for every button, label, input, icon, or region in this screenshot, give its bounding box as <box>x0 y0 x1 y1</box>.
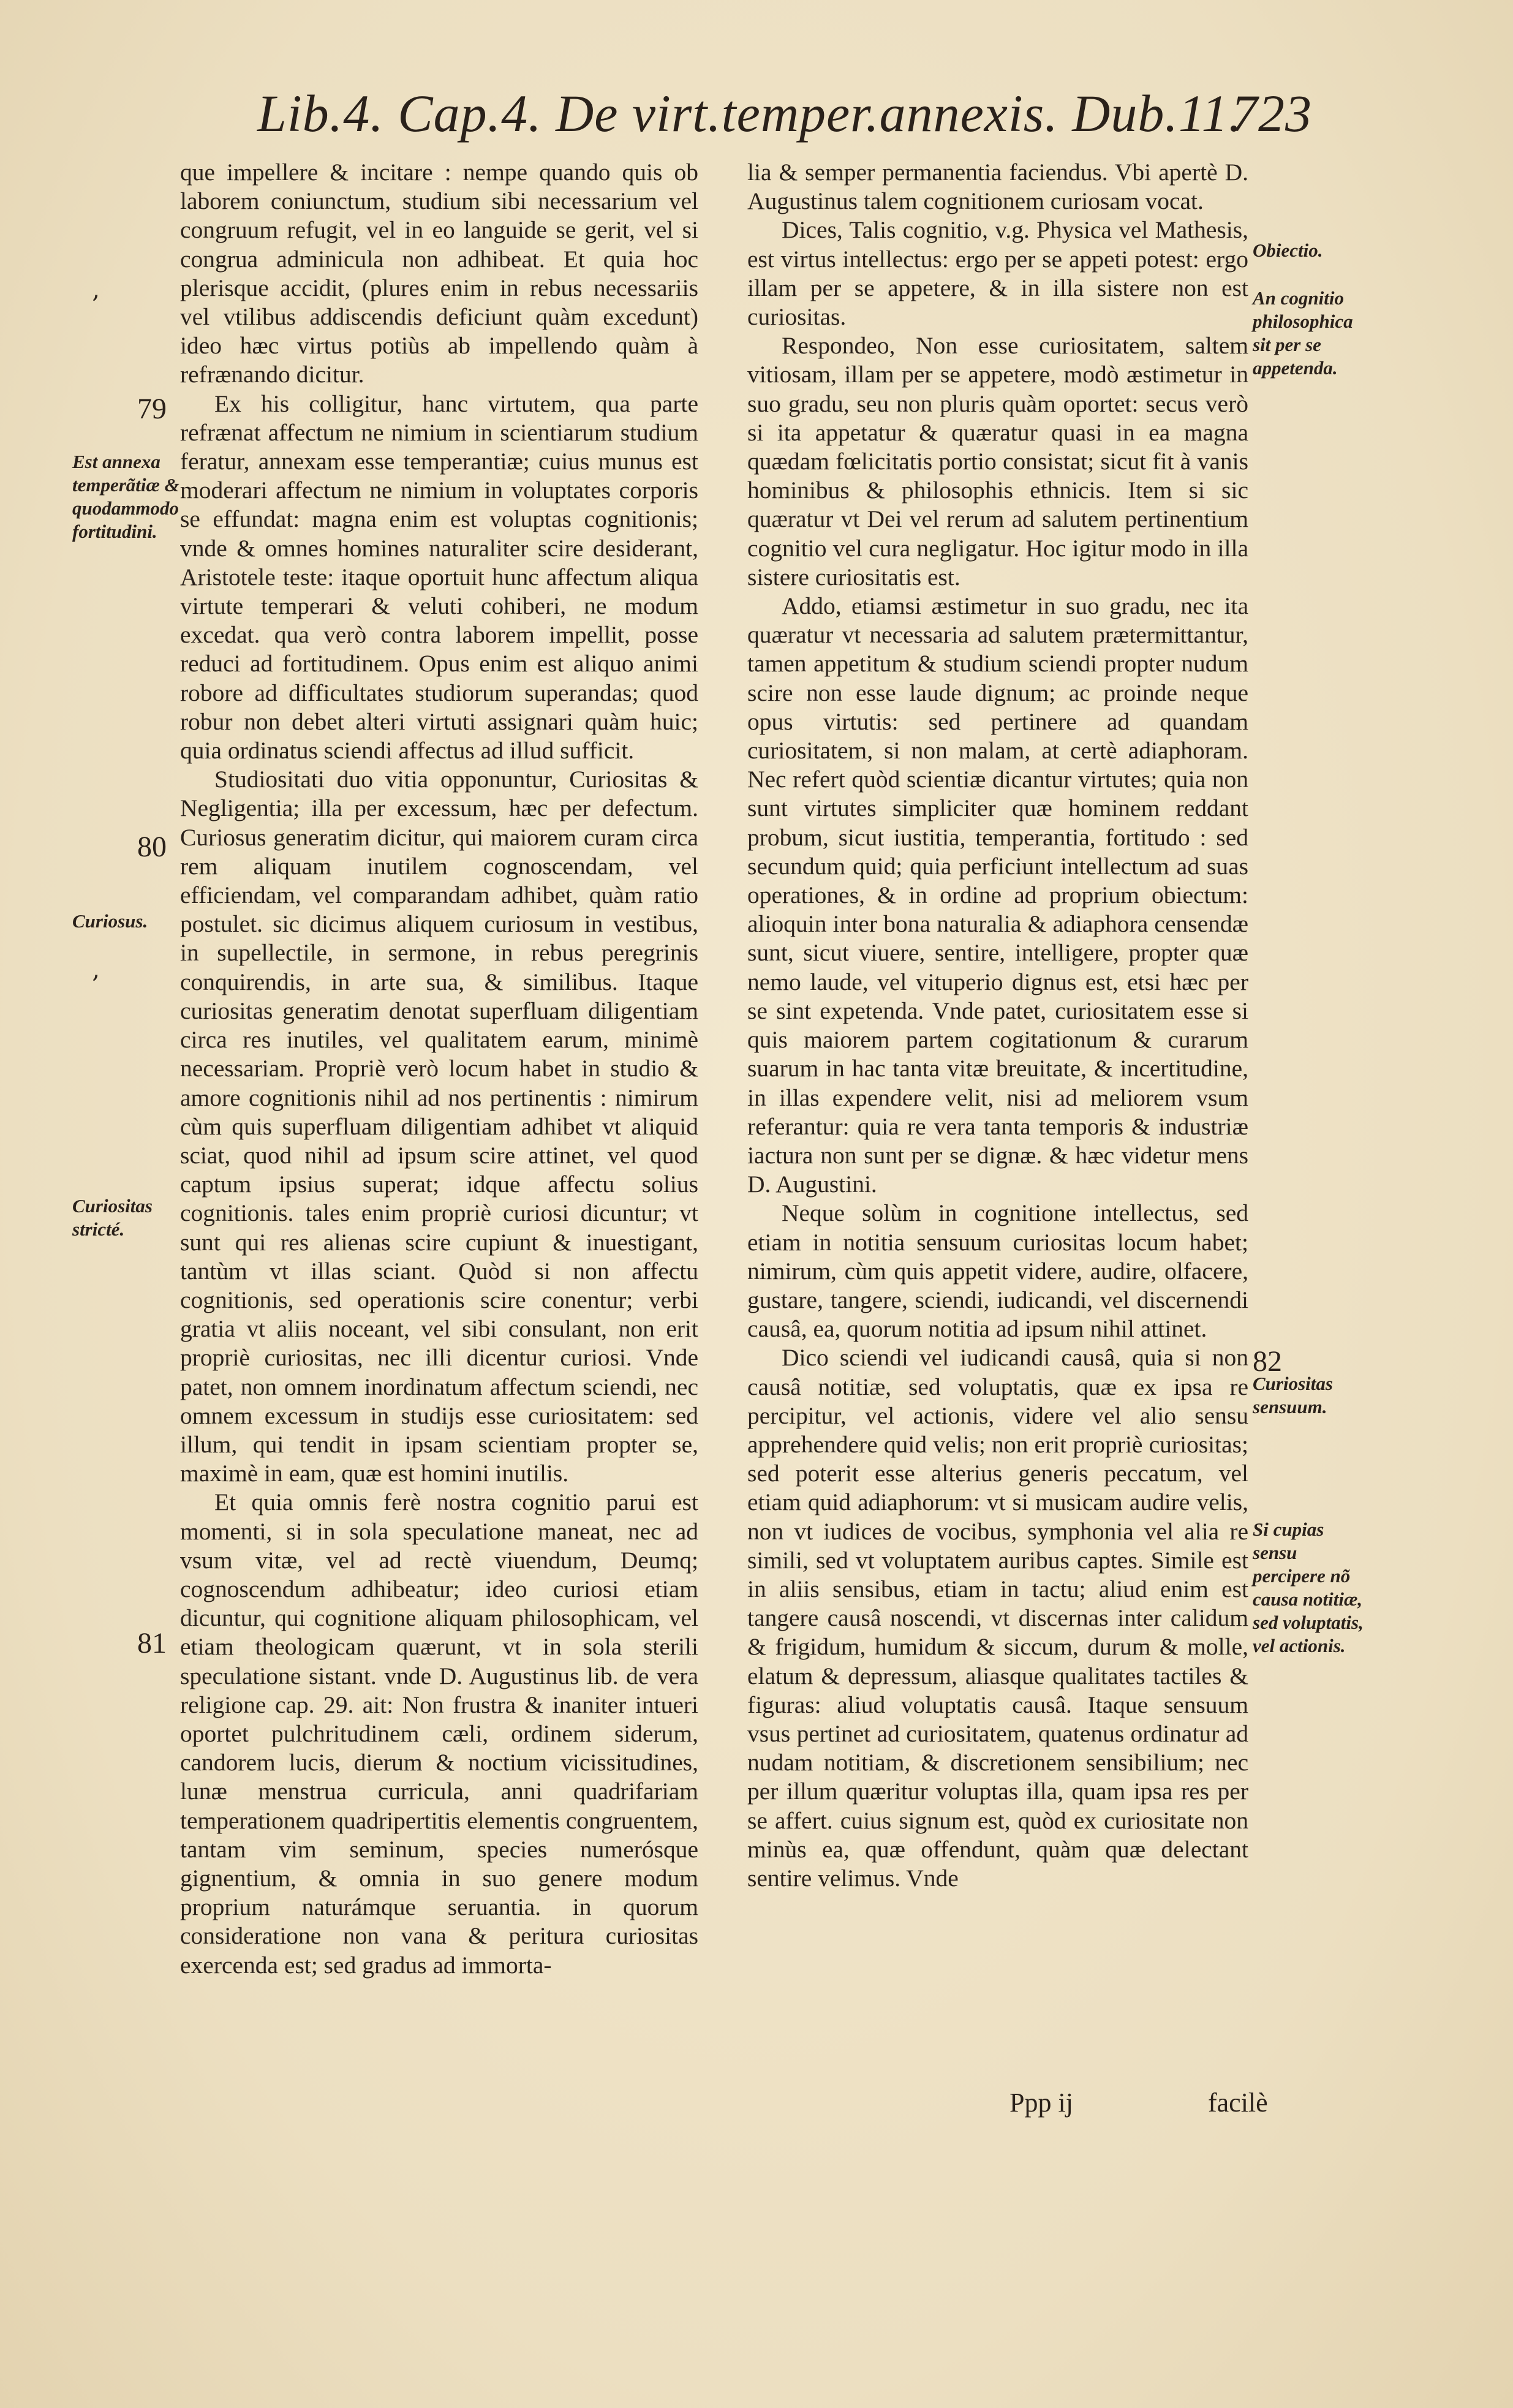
margin-gloss: Obiectio. <box>1253 240 1323 261</box>
paragraph: Et quia omnis ferè nostra cognitio parui est momenti, si in sola speculatione maneat, nec ad vsum vitæ, vel ad rectè viuendum, Deumq; cognoscendum adhibeatur; ideo curiosi etiam dicuntur, qui cognitione aliquam philosophicam, vel etiam theologicam quærunt, vt in sola sterili speculatione sistant. vnde D. Augustinus lib. de vera religione cap. 29. ait: Non frustra & inaniter intueri oportet pulchritudinem cæli, ordinem siderum, candorem lucis, dierum & noctium vicissitudines, lunæ menstrua curricula, anni quadrifariam temperationem quadripertitis elementis congruentem, tantam vim seminum, species numerósque gignentium, & omnia in suo genere modum proprium naturámque seruantia. in quorum consideratione non vana & peritura curiositas exercenda est; sed gradus ad immorta- <box>180 1489 698 1979</box>
margin-mark-icon: ‚ <box>92 956 100 984</box>
margin-gloss: Curiositas sensuum. <box>1253 1373 1333 1417</box>
paragraph: Ex his colligitur, hanc virtutem, qua parte refrænat affectum ne nimium in scientiarum studium feratur, annexam esse temperantiæ; cuius munus est moderari affectum ne nimium in voluptates corporis se effundat: magna enim est voluptas cognitionis; vnde & omnes homines naturaliter scire desiderant, Aristotele teste: itaque oportuit hunc affectum aliqua virtute temperari & veluti cohiberi, ne modum excedat. qua verò contra laborem impellit, posse reduci ad fortitudinem. Opus enim est aliquo animi robore ad difficultates studiorum superandas; quod robur non debet alteri virtuti assignari quàm huic; quia ordinatus sciendi affectus ad illud sufficit. <box>180 390 698 764</box>
catchword: facilè <box>1208 2088 1268 2118</box>
section-number: 82 <box>1253 1345 1282 1378</box>
running-header <box>257 83 1312 150</box>
margin-gloss: Curiosus. <box>72 910 148 932</box>
paragraph: Dico sciendi vel iudicandi causâ, quia si non causâ notitiæ, sed voluptatis, quæ ex ipsa re percipitur, vel actionis, videre vel alio sensu apprehendere quid velis; non erit propriè curiositas; sed poterit esse alterius generis peccatum, vel etiam quid adiaphorum: vt si musicam audire velis, non vt iudices de vocibus, symphonia vel alia re simili, sed vt voluptatem auribus captes. Simile est in aliis sensibus, etiam in tactu; aliud enim est tangere causâ noscendi, vt discernas inter calidum & frigidum, humidum & siccum, durum & molle, elatum & depressum, aliasque qualitates tactiles & figuras: aliud voluptatis causâ. Itaque sensuum vsus pertinet ad curiositatem, quatenus ordinatur ad nudam notitiam, & discretionem sensibilium; nec per illum quæritur voluptas illa, quam ipsa res per se affert. cuius signum est, quòd ex curiositate non minùs ea, quæ offendunt, quàm quæ delectant sentire velimus. Vnde <box>747 1344 1248 1892</box>
margin-gloss: Est annexa temperãtiæ & quodammodo fortitudini. <box>72 451 179 542</box>
page-number: 723 <box>1231 84 1312 143</box>
paragraph: Studiositati duo vitia opponuntur, Curiositas & Negligentia; illa per excessum, hæc per defectum. Curiosus generatim dicitur, qui maiorem curam circa rem aliquam inutilem cognoscendam, vel efficiendam, vel comparandam adhibet, quàm ratio postulet. sic dicimus aliquem curiosum in vestibus, in supellectile, in sermone, in rebus peregrinis conquirendis, in arte sua, & similibus. Itaque curiositas generatim denotat superfluam diligentiam circa res inutiles, vel qualitatem earum, minimè necessariam. Propriè verò locum habet in studio & amore cognitionis nihil ad nos pertinentis : nimirum cùm quis superfluam diligentiam adhibet vt aliquid sciat, quod nihil ad ipsum scire attinet, vel quod captum ipsius superat; idque affectu solius cognitionis. tales enim propriè curiosi dicuntur; vt sunt qui res alienas scire cupiunt & inuestigant, tantùm vt illas sciant. Quòd si non affectu cognitionis, sed operationis scire conentur; verbi gratia vt aliis noceant, vel sibi consulant, non erit propriè curiositas, nec illi dicentur curiosi. Vnde patet, non omnem inordinatum affectum sciendi, nec omnem excessum in studijs esse curiositatem: sed illum, qui tendit in ipsam scientiam propter se, maximè in eam, quæ est homini inutilis. <box>180 766 698 1487</box>
section-number: 81 <box>137 1627 167 1659</box>
paragraph: Neque solùm in cognitione intellectus, sed etiam in notitia sensuum curiositas locum habet; nimirum, cùm quis appetit videre, audire, olfacere, gustare, tangere, sciendi, iudicandi, vel discernendi causâ, ea, quorum notitia ad ipsum nihil attinet. <box>747 1199 1248 1343</box>
signature-mark: Ppp ij <box>1009 2088 1073 2118</box>
section-number: 79 <box>137 393 167 425</box>
margin-gloss: Curiositas stricté. <box>72 1195 153 1240</box>
margin-gloss: Si cupias sensu percipere nõ causa notitiæ, sed voluptatis, vel actionis. <box>1253 1519 1364 1656</box>
paragraph: Addo, etiamsi æstimetur in suo gradu, nec ita quæratur vt necessaria ad salutem prætermittantur, tamen appetitum & studium sciendi propter nudum scire non esse laude dignum; ac proinde neque opus virtutis: sed pertinere ad quandam curiositatem, si non malam, at certè adiaphoram. Nec refert quòd scientiæ dicantur virtutes; quia non sunt virtutes simpliciter quæ hominem reddant probum, sicut iustitia, temperantia, fortitudo : sed secundum quid; quia perficiunt intellectum ad suas operationes, & in ordine ad proprium obiectum: alioquin inter bona naturalia & adiaphora censendæ sunt, sicut viuere, sentire, intelligere, propter quæ nemo laude, vel vituperio dignus est, etsi hæc per se sint expetenda. Vnde patet, curiositatem esse si quis maiorem partem cogitationum & curarum suarum in hac tanta vitæ breuitate, & incertitudine, in illas expendere velit, nisi ad meliorem vsum referantur: quia re vera tanta temporis & industriæ iactura non sunt per se dignæ. & hæc videtur mens D. Augustini. <box>747 592 1248 1198</box>
paragraph: Respondeo, Non esse curiositatem, saltem vitiosam, illam per se appetere, modò æstimetur in suo gradu, seu non pluris quàm oportet: secus verò si ita appetatur & quæratur quasi in ea magna quædam fœlicitatis portio consistat; sicut fit à vanis hominibus & philosophis ethnicis. Item si sic quæratur vt Dei vel rerum ad salutem pertinentium cognitio vel cura negligatur. Hoc igitur modo in illa sistere curiositatis est. <box>747 332 1248 591</box>
margin-mark-icon: ‚ <box>92 276 100 304</box>
paragraph: Dices, Talis cognitio, v.g. Physica vel Mathesis, est virtus intellectus: ergo per se appeti potest: ergo illam per se appetere, & in illa sistere non est curiositas. <box>747 216 1248 331</box>
paragraph: que impellere & incitare : nempe quando quis ob laborem coniunctum, studium sibi necessarium vel congruum refugit, vel in eo languide se gerit, vel si congrua adminicula non adhibeat. Et quia hoc plerisque accidit, (plures enim in rebus necessariis vel vtilibus addiscendis deficiunt quàm excedunt) ideo hæc virtus potiùs ab impellendo quàm à refrænando dicitur. <box>180 159 698 388</box>
right-column <box>747 158 1248 1893</box>
margin-gloss: An cognitio philosophica sit per se appetenda. <box>1253 287 1353 379</box>
section-number: 80 <box>137 831 167 863</box>
paragraph: lia & semper permanentia faciendus. Vbi apertè D. Augustinus talem cognitionem curiosam vocat. <box>747 159 1248 215</box>
running-title: Lib.4. Cap.4. De virt.temper.annexis. Dub.11. <box>257 84 1242 143</box>
left-column <box>180 158 698 1980</box>
